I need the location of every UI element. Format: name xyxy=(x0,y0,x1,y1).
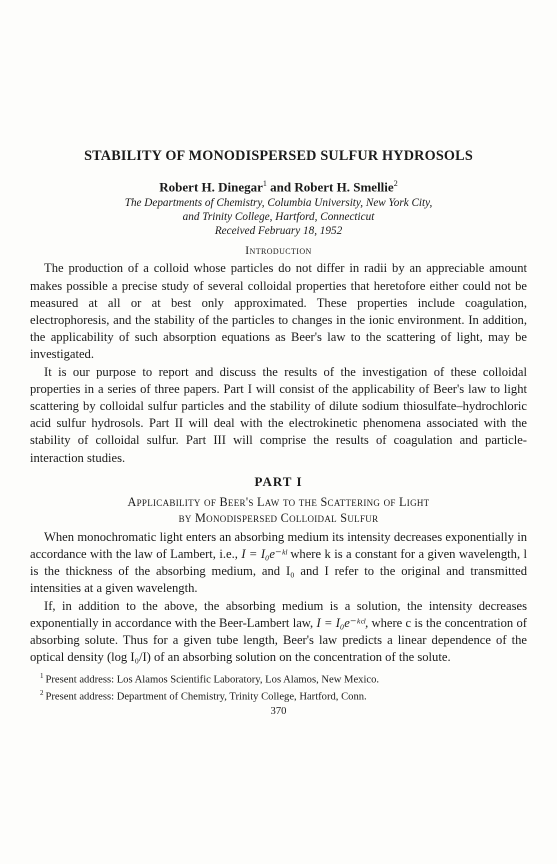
part-paragraph-2-text-b: where c is the concentration of absorbing solute. Thus for a given tube length, Beer's law predicts a linear dependence of the optical density (log I₀/I) of an absorbing solution on the concentration of the solute. xyxy=(30,615,527,665)
received-date: Received February 18, 1952 xyxy=(214,225,343,238)
author-conjunction: and xyxy=(270,179,292,195)
affiliation-line-2: and Trinity College, Hartford, Connecticut xyxy=(182,210,375,223)
footnote-ref-2: 2 xyxy=(393,179,398,188)
footnote-1-mark: 1 xyxy=(40,672,44,681)
part-paragraph-1 xyxy=(30,529,527,598)
page-number: 370 xyxy=(270,706,287,718)
affiliation-line-1: The Departments of Chemistry, Columbia University, New York City, xyxy=(124,197,433,210)
footnote-2-mark: 2 xyxy=(40,689,44,698)
footnote-2-text: Present address: Department of Chemistry, Trinity College, Hartford, Conn. xyxy=(45,691,367,703)
author-1: Robert H. Dinegar xyxy=(159,179,263,195)
paper-title: STABILITY OF MONODISPERSED SULFUR HYDROSOLS xyxy=(84,148,473,164)
part-paragraph-1-text-a: When monochromatic light enters an absorbing medium its intensity decreases exponentially in accordance with the law of Lambert, i.e., xyxy=(30,529,527,561)
affiliation xyxy=(30,197,527,224)
part-paragraph-1-text-b: where k is a constant for a given wavelength, l is the thickness of the absorbing medium, and I₀ and I refer to the original and transmitted intensities at a given wavelength. xyxy=(30,546,528,596)
introduction-heading: Introduction xyxy=(245,245,312,258)
part-paragraph-2-text-a: If, in addition to the above, the absorbing medium is a solution, the intensity decreases exponentially in accordance with the Beer-Lambert law, xyxy=(30,598,527,630)
part-subheading-line-2: by Monodispersed Colloidal Sulfur xyxy=(178,510,379,525)
paper-page xyxy=(30,148,527,717)
footnote-1-text: Present address: Los Alamos Scientific Laboratory, Los Alamos, New Mexico. xyxy=(45,674,380,686)
footnote-ref-1: 1 xyxy=(262,179,267,188)
footnote-2 xyxy=(40,687,527,704)
footnotes xyxy=(40,670,527,704)
beer-lambert-equation: I = I₀e⁻ᵏᶜˡ, xyxy=(316,615,369,630)
part-heading: PART I xyxy=(254,473,303,489)
intro-paragraph-2: It is our purpose to report and discuss the results of the investigation of these colloidal properties in a series of three papers. Part I will consist of the applicability of Beer's law to light scattering by colloidal sulfur particles and the stability of dilute sodium thiosulfate–hydrochloric acid sulfur hydrosols. Part II will deal with the electrokinetic phenomena associated with the stability of colloidal sulfur. Part III will comprise the results of coagulation and particle-interaction studies. xyxy=(30,364,527,465)
part-paragraph-2 xyxy=(30,598,527,667)
footnote-1 xyxy=(40,670,527,687)
lambert-equation: I = I₀e⁻ᵏˡ xyxy=(241,546,287,561)
part-subheading-line-1: Applicability of Beer's Law to the Scattering of Light xyxy=(127,494,430,509)
intro-paragraph-1: The production of a colloid whose particles do not differ in radii by an appreciable amount makes possible a precise study of several colloidal properties that heretofore either could not be measured at all or at best only approximated. These properties include coagulation, electrophoresis, and the stability of the particles to changes in the ionic environment. In addition, the applicability of such absorption equations as Beer's law to the scattering of light, may be investigated. xyxy=(30,261,527,362)
part-subheading xyxy=(30,494,527,526)
author-line xyxy=(30,179,527,195)
author-2: Robert H. Smellie xyxy=(294,179,394,195)
